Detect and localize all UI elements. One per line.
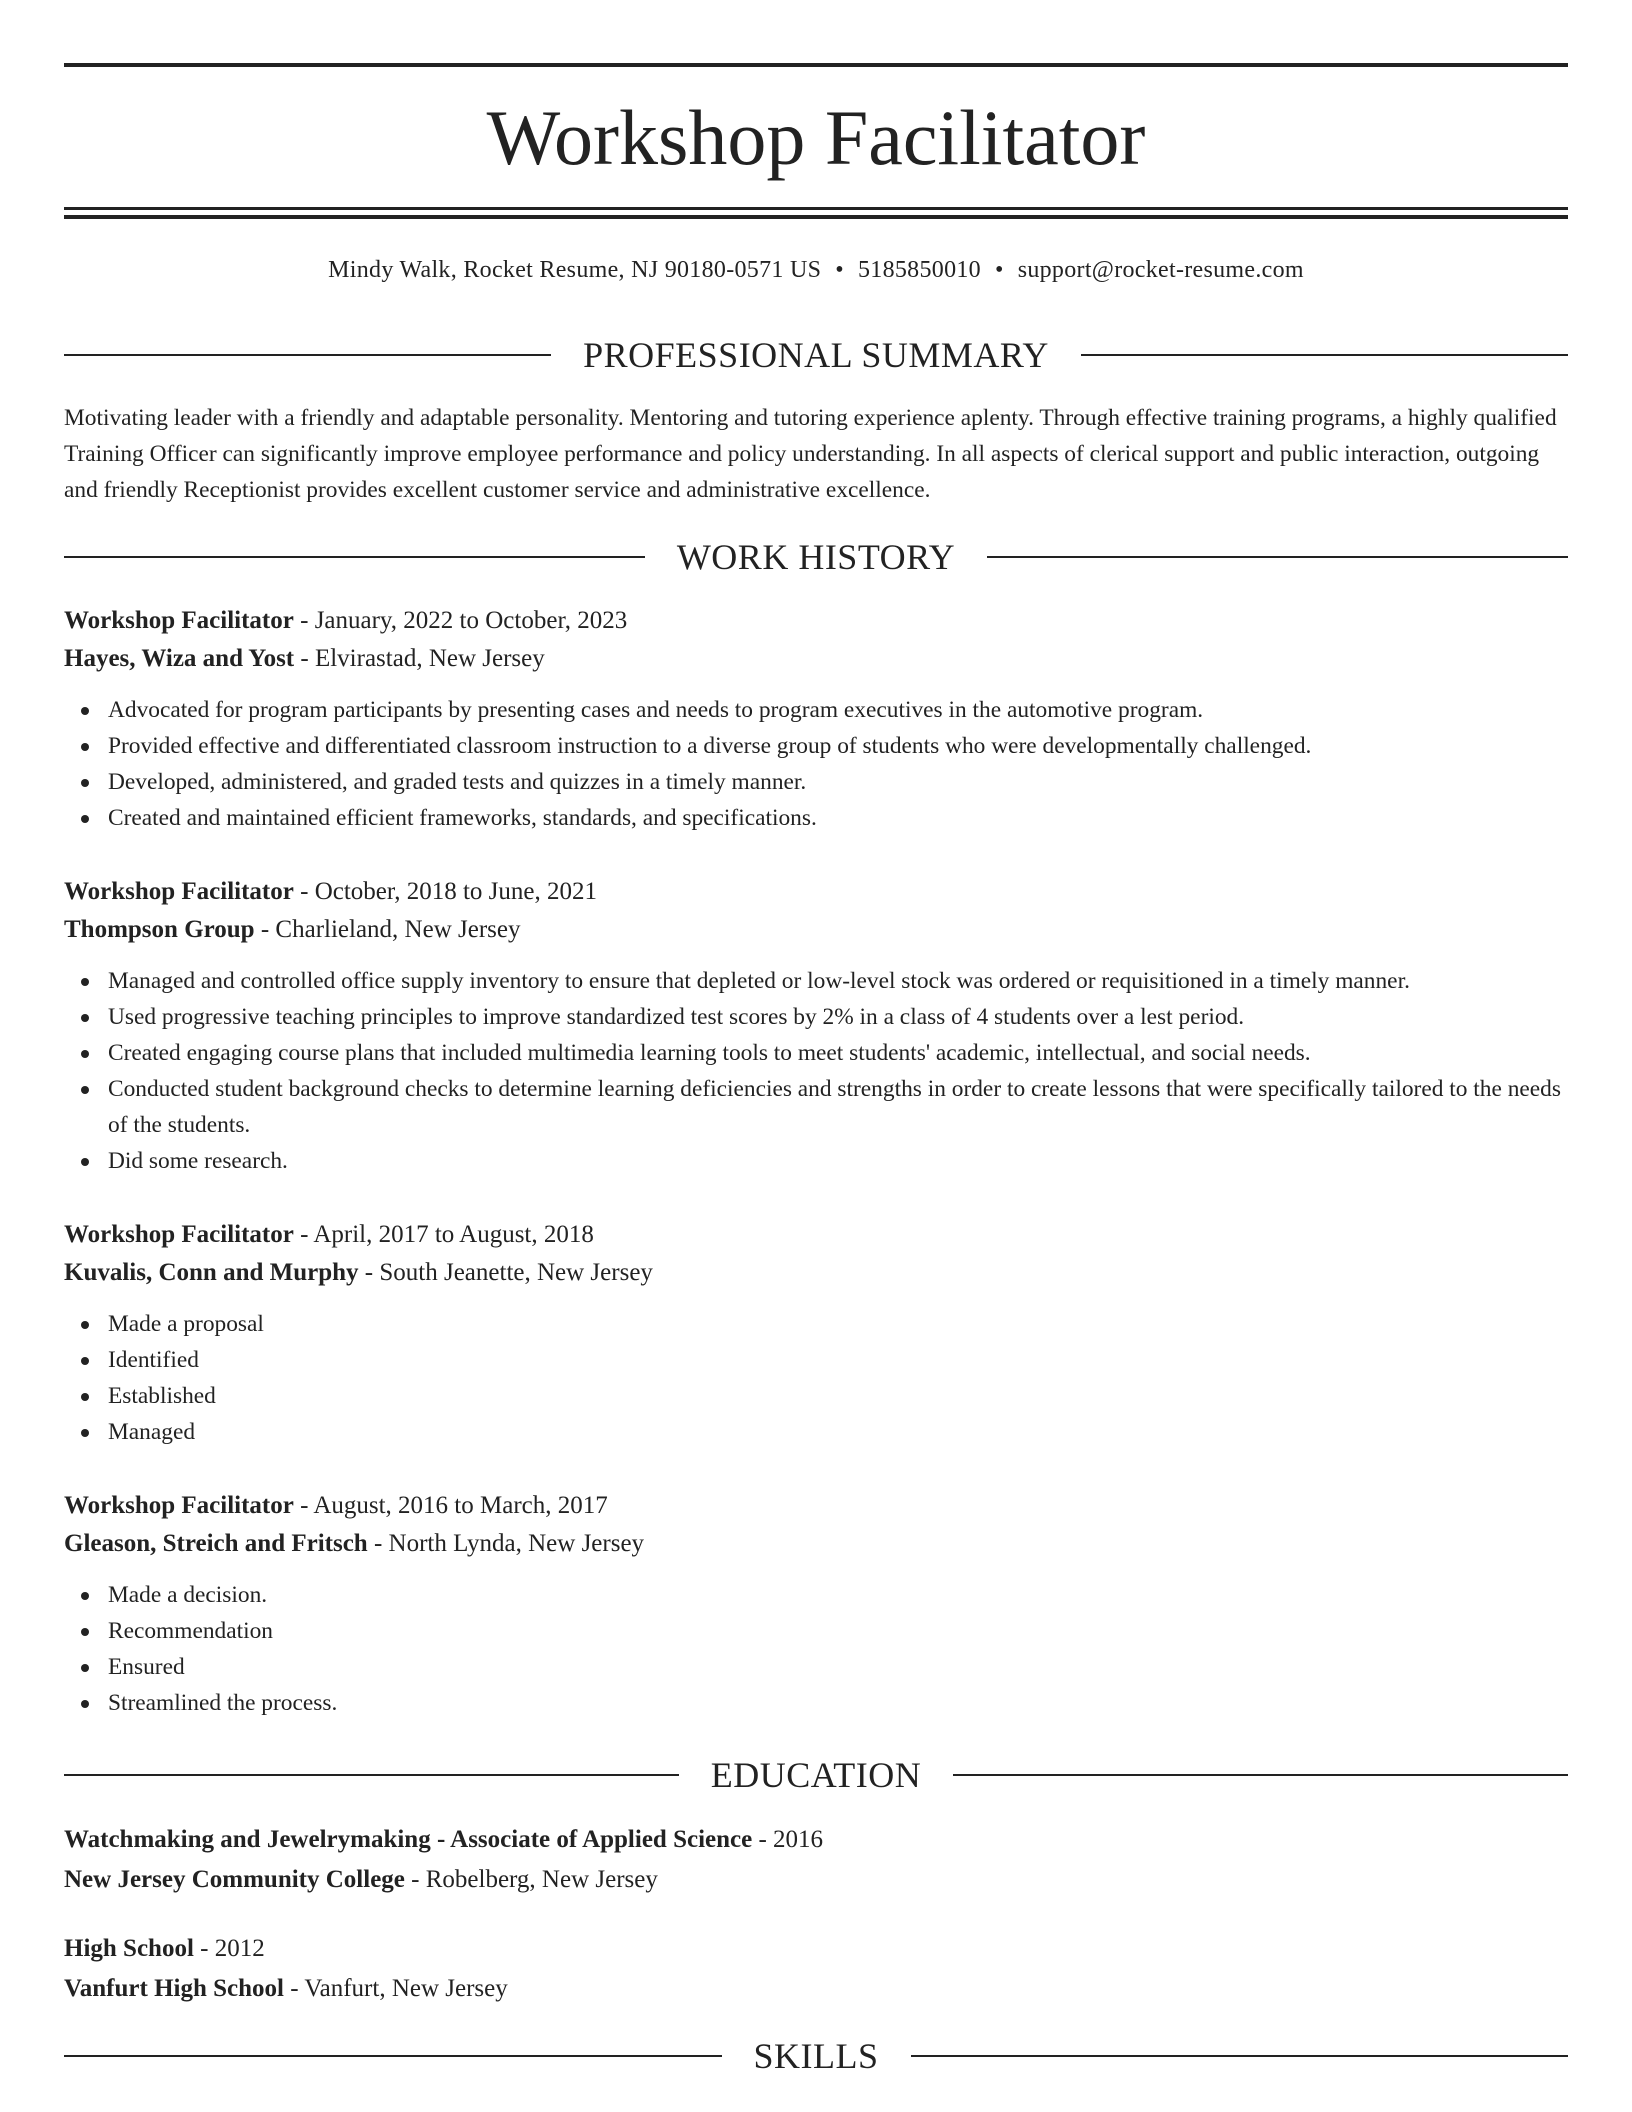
job-bullet: Did some research. bbox=[108, 1143, 1568, 1179]
contact-separator: • bbox=[994, 257, 1004, 283]
job-dates: April, 2017 to August, 2018 bbox=[313, 1221, 594, 1248]
contact-line bbox=[64, 254, 1568, 286]
section-rule-right bbox=[1081, 354, 1568, 356]
contact-phone: 5185850010 bbox=[857, 257, 981, 283]
contact-separator: • bbox=[835, 257, 844, 283]
section-rule-right bbox=[953, 1774, 1568, 1776]
job-title: Workshop Facilitator bbox=[64, 607, 294, 634]
section-heading-education bbox=[64, 1753, 1568, 1797]
section-heading-work-history bbox=[64, 535, 1568, 579]
education-entry bbox=[64, 1929, 1568, 2009]
job-bullet: Made a decision. bbox=[108, 1577, 1568, 1613]
header-bottom-rule bbox=[64, 207, 1568, 210]
job-bullets bbox=[64, 692, 1568, 836]
job-location: Elvirastad, New Jersey bbox=[314, 645, 545, 672]
job-title-line: Workshop Facilitator - April, 2017 to August, 2018 bbox=[64, 1221, 594, 1248]
education-location: Vanfurt, New Jersey bbox=[304, 1975, 508, 2002]
job-bullet: Identified bbox=[108, 1342, 1568, 1378]
job-bullet: Ensured bbox=[108, 1649, 1568, 1685]
job-company-line: Hayes, Wiza and Yost - Elvirastad, New Jersey bbox=[64, 645, 545, 672]
job-bullet: Advocated for program participants by presenting cases and needs to program executives in the automotive program. bbox=[108, 692, 1568, 728]
job-bullet: Conducted student background checks to determine learning deficiencies and strengths in order to create lessons that were specifically tailored to the needs of the students. bbox=[108, 1071, 1568, 1143]
education-degree-line: High School - 2012 bbox=[64, 1935, 265, 1962]
education-year: 2016 bbox=[773, 1826, 824, 1853]
section-title: WORK HISTORY bbox=[676, 537, 956, 577]
job-company: Hayes, Wiza and Yost bbox=[64, 645, 295, 672]
job-entry bbox=[64, 873, 1568, 1179]
job-title-line: Workshop Facilitator - October, 2018 to June, 2021 bbox=[64, 878, 597, 905]
section-rule-right bbox=[911, 2055, 1569, 2057]
job-entry bbox=[64, 1216, 1568, 1450]
contact-email: support@rocket-resume.com bbox=[1017, 257, 1304, 283]
job-company: Kuvalis, Conn and Murphy bbox=[64, 1259, 359, 1286]
section-rule-left bbox=[64, 2055, 722, 2057]
job-company-line: Gleason, Streich and Fritsch - North Lynda, New Jersey bbox=[64, 1530, 645, 1557]
section-rule-left bbox=[64, 1774, 679, 1776]
job-bullet: Established bbox=[108, 1378, 1568, 1414]
job-bullets bbox=[64, 963, 1568, 1179]
section-title: EDUCATION bbox=[710, 1755, 922, 1795]
job-location: North Lynda, New Jersey bbox=[388, 1530, 645, 1557]
job-title: Workshop Facilitator bbox=[64, 1492, 294, 1519]
job-dates: August, 2016 to March, 2017 bbox=[313, 1492, 608, 1519]
job-company: Gleason, Streich and Fritsch bbox=[64, 1530, 368, 1557]
section-heading-summary bbox=[64, 333, 1568, 377]
section-title: SKILLS bbox=[753, 2036, 879, 2076]
job-bullet: Recommendation bbox=[108, 1613, 1568, 1649]
contact-address: Mindy Walk, Rocket Resume, NJ 90180-0571 US bbox=[328, 257, 822, 283]
job-location: Charlieland, New Jersey bbox=[275, 916, 521, 943]
job-bullet: Managed bbox=[108, 1414, 1568, 1450]
header-top-rule bbox=[64, 63, 1568, 67]
summary-paragraph: Motivating leader with a friendly and adaptable personality. Mentoring and tutoring experience aplenty. Through effective training programs, a highly qualified Training Officer can significantly improve employee performance and policy understanding. In all aspects of clerical support and public interaction, outgoing and friendly Receptionist provides excellent customer service and administrative excellence. bbox=[64, 405, 1557, 503]
job-company-line: Thompson Group - Charlieland, New Jersey bbox=[64, 916, 521, 943]
section-rule-right bbox=[987, 556, 1568, 558]
education-school: Vanfurt High School bbox=[64, 1975, 284, 2002]
job-dates: October, 2018 to June, 2021 bbox=[314, 878, 597, 905]
job-title: Workshop Facilitator bbox=[64, 1221, 294, 1248]
job-title-line: Workshop Facilitator - August, 2016 to March, 2017 bbox=[64, 1492, 608, 1519]
job-bullet: Created engaging course plans that included multimedia learning tools to meet students' academic, intellectual, and social needs. bbox=[108, 1035, 1568, 1071]
education-degree: Watchmaking and Jewelrymaking - Associate of Applied Science bbox=[64, 1826, 753, 1853]
job-entry bbox=[64, 1487, 1568, 1721]
education-year: 2012 bbox=[214, 1935, 265, 1962]
job-bullet: Made a proposal bbox=[108, 1306, 1568, 1342]
job-location: South Jeanette, New Jersey bbox=[379, 1259, 653, 1286]
job-bullet: Created and maintained efficient frameworks, standards, and specifications. bbox=[108, 800, 1568, 836]
job-bullet: Managed and controlled office supply inventory to ensure that depleted or low-level stock was ordered or requisitioned in a timely manner. bbox=[108, 963, 1568, 999]
section-title: PROFESSIONAL SUMMARY bbox=[583, 335, 1049, 375]
education-entry bbox=[64, 1820, 1568, 1900]
job-title-line: Workshop Facilitator - January, 2022 to October, 2023 bbox=[64, 607, 628, 634]
job-bullet: Developed, administered, and graded tests and quizzes in a timely manner. bbox=[108, 764, 1568, 800]
education-school-line: Vanfurt High School - Vanfurt, New Jersey bbox=[64, 1975, 508, 2002]
job-bullets bbox=[64, 1577, 1568, 1721]
job-title: Workshop Facilitator bbox=[64, 878, 294, 905]
job-bullet: Used progressive teaching principles to improve standardized test scores by 2% in a class of 4 students over a lest period. bbox=[108, 999, 1568, 1035]
education-school: New Jersey Community College bbox=[64, 1866, 405, 1893]
job-company-line: Kuvalis, Conn and Murphy - South Jeanette, New Jersey bbox=[64, 1259, 653, 1286]
job-entry bbox=[64, 602, 1568, 836]
section-rule-left bbox=[64, 556, 645, 558]
job-company: Thompson Group bbox=[64, 916, 255, 943]
education-degree-line: Watchmaking and Jewelrymaking - Associate of Applied Science - 2016 bbox=[64, 1826, 824, 1853]
skills-list-cutoff bbox=[64, 2098, 1568, 2112]
section-rule-left bbox=[64, 354, 551, 356]
job-bullets bbox=[64, 1306, 1568, 1450]
education-school-line: New Jersey Community College - Robelberg, New Jersey bbox=[64, 1866, 658, 1893]
education-location: Robelberg, New Jersey bbox=[425, 1866, 658, 1893]
section-heading-skills bbox=[64, 2034, 1568, 2078]
header-bottom-rule-thick bbox=[64, 215, 1568, 219]
job-bullet: Streamlined the process. bbox=[108, 1685, 1568, 1721]
resume-title: Workshop Facilitator bbox=[486, 94, 1146, 181]
education-degree: High School bbox=[64, 1935, 194, 1962]
job-dates: January, 2022 to October, 2023 bbox=[314, 607, 628, 634]
job-bullet: Provided effective and differentiated classroom instruction to a diverse group of students who were developmentally challenged. bbox=[108, 728, 1568, 764]
